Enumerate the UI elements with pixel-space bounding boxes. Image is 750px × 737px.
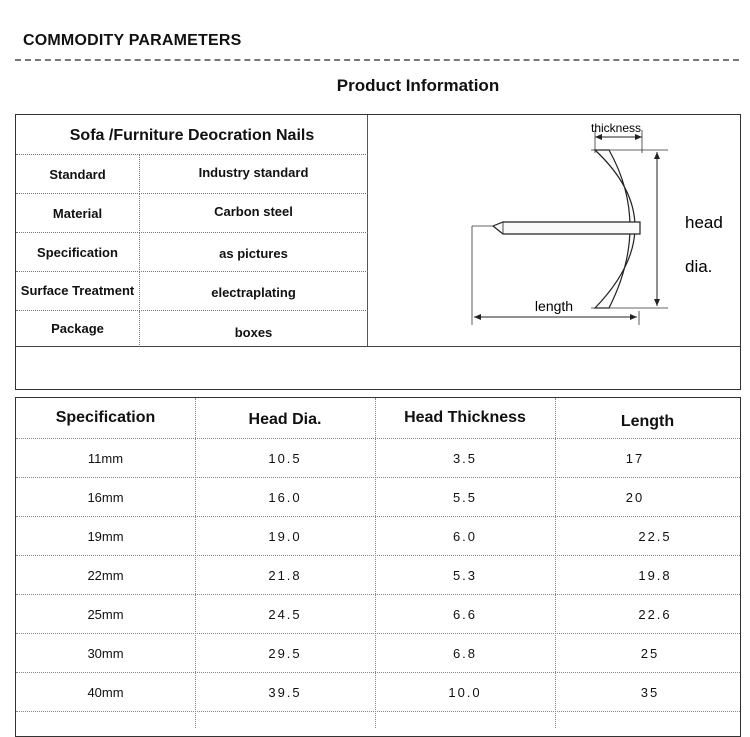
length-cell: 17	[625, 451, 645, 466]
spec-row	[16, 477, 740, 517]
info-row-specification	[16, 232, 368, 272]
spec-header-specification: Specification	[55, 409, 156, 426]
spec-cell: 22mm	[87, 568, 124, 583]
length-cell: 22.5	[638, 529, 672, 544]
section-divider	[15, 59, 739, 61]
info-value: boxes	[234, 325, 273, 340]
nail-shank-shape	[493, 222, 640, 234]
spec-row	[16, 672, 740, 712]
info-value: as pictures	[219, 246, 288, 261]
nail-dimension-diagram	[368, 115, 740, 346]
product-info-box	[15, 114, 741, 390]
spec-row	[16, 594, 740, 634]
thickness-label: thickness	[590, 121, 642, 135]
spec-cell: 25mm	[87, 607, 124, 622]
info-key: Specification	[16, 233, 140, 272]
length-cell: 19.8	[638, 568, 672, 583]
info-row-package	[16, 310, 368, 347]
spec-cell: 40mm	[87, 685, 124, 700]
info-value: Carbon steel	[214, 204, 293, 219]
section-title: COMMODITY PARAMETERS	[23, 32, 242, 49]
spec-row	[16, 633, 740, 673]
head-dia-cell: 16.0	[268, 490, 302, 505]
length-cell: 25	[640, 646, 660, 661]
head-dia-cell: 10.5	[268, 451, 302, 466]
thickness-cell: 5.5	[452, 490, 478, 505]
info-key: Package	[16, 311, 140, 347]
thickness-cell: 10.0	[448, 685, 482, 700]
head-dia-cell: 19.0	[268, 529, 302, 544]
info-row-surface-treatment	[16, 271, 368, 311]
thickness-cell: 6.6	[452, 607, 478, 622]
thickness-cell: 5.3	[452, 568, 478, 583]
spec-row	[16, 516, 740, 556]
head-dia-cell: 24.5	[268, 607, 302, 622]
head-dia-cell: 39.5	[268, 685, 302, 700]
spec-cell: 19mm	[87, 529, 124, 544]
spec-header-head-dia: Head Dia.	[248, 411, 322, 428]
info-key: Surface Treatment	[16, 272, 140, 311]
spec-header-head-thickness: Head Thickness	[404, 409, 526, 426]
spec-row	[16, 555, 740, 595]
head-dia-cell: 21.8	[268, 568, 302, 583]
product-info-title: Product Information	[336, 76, 500, 95]
spec-cell: 30mm	[87, 646, 124, 661]
spec-cell: 11mm	[87, 451, 124, 466]
thickness-cell: 6.8	[452, 646, 478, 661]
info-row-standard	[16, 154, 368, 194]
spec-table	[15, 397, 741, 737]
product-info-table	[16, 115, 368, 346]
dia-label: dia.	[685, 257, 713, 276]
length-cell: 20	[625, 490, 645, 505]
spec-cell: 16mm	[87, 490, 124, 505]
length-cell: 35	[640, 685, 660, 700]
spec-row	[16, 438, 740, 478]
info-box-divider	[16, 346, 740, 347]
info-key: Standard	[16, 155, 140, 194]
head-label: head	[685, 213, 723, 232]
spec-header-length: Length	[620, 413, 675, 430]
thickness-cell: 3.5	[452, 451, 478, 466]
product-name: Sofa /Furniture Deocration Nails	[69, 127, 315, 144]
length-label: length	[534, 298, 574, 314]
length-cell: 22.6	[638, 607, 672, 622]
info-key: Material	[16, 194, 140, 233]
info-value: Industry standard	[198, 165, 309, 180]
thickness-cell: 6.0	[452, 529, 478, 544]
info-value: electraplating	[211, 285, 296, 300]
info-row-material	[16, 193, 368, 233]
head-dia-cell: 29.5	[268, 646, 302, 661]
